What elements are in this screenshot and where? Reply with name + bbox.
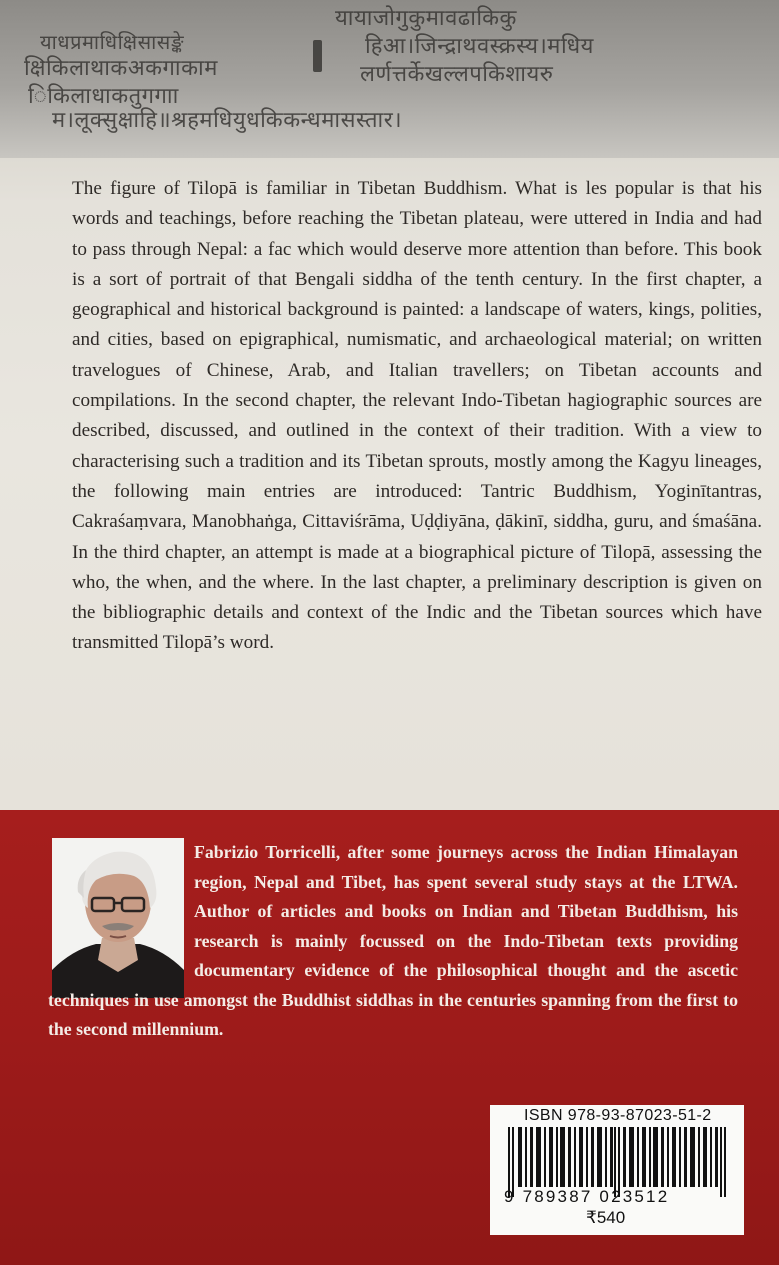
manuscript-line: याधप्रमाधिक्षिसासङ्के: [40, 30, 184, 54]
manuscript-line: लर्णत्तर्केखल्लपकिशायरु: [360, 62, 554, 87]
barcode-panel: [490, 1105, 744, 1235]
manuscript-strip: [0, 0, 779, 158]
author-bio-block: [48, 838, 738, 1045]
manuscript-line: िकिलाधाकतुगगाा: [28, 84, 179, 109]
manuscript-line: यायाजोगुकुमावढाकिकु: [335, 6, 517, 31]
manuscript-line: हिआ।जिन्द्राथवस्क्रस्य।मधिय: [365, 34, 594, 59]
author-bio-text: Fabrizio Torricelli, after some journeys across the Indian Himalayan region, Nepal and Tibet, has spent several study stays at the LTWA. Author of articles and books on Indian and Tibetan Buddhism, his research is mainly focussed on the Indo-Tibetan texts providing documentary evidence of the philosophical thought and the ascetic techniques in use amongst the Buddhist siddhas in the centuries spanning from the first to the second millennium.: [48, 842, 738, 1039]
barcode-digits: 9 789387 023512: [504, 1187, 670, 1206]
photo-spacer: [48, 838, 194, 984]
manuscript-line: क्षिकिलाथाकअकगाकाम: [24, 56, 218, 81]
manuscript-line: म।लूक्सुक्षाहि॥श्रहमधियुधकिकन्धमासस्तार।: [52, 108, 403, 133]
manuscript-danda-mark: [313, 40, 322, 72]
book-description: The figure of Tilopā is familiar in Tibetan Buddhism. What is les popular is that his words and teachings, before reaching the Tibetan plateau, were uttered in India and had to pass through Nepal: a fac which would deserve more attention than before. This book is a sort of portrait of that Bengali siddha of the tenth century. In the first chapter, a geographical and historical background is painted: a landscape of waters, kings, polities, and cities, based on epigraphical, numismatic, and archaeological material; on written travelogues of Chinese, Arab, and Italian travellers; on Tibetan accounts and compilations. In the second chapter, the relevant Indo-Tibetan hagiographic sources are described, discussed, and outlined in the context of their tradition. With a view to characterising such a tradition and its Tibetan sprouts, mostly among the Kagyu lineages, the following main entries are introduced: Tantric Buddhism, Yoginītantras, Cakraśaṃvara, Manobhaṅga, Cittaviśrāma, Uḍḍiyāna, ḍākinī, siddha, guru, and śmaśāna. In the third chapter, an attempt is made at a biographical picture of Tilopā, assessing the who, the when, and the where. In the last chapter, a preliminary description is given on the bibliographic details and context of the Indic and the Tibetan sources which have transmitted Tilopā’s word.: [72, 178, 762, 654]
price-label: ₹540: [586, 1208, 626, 1227]
isbn-label: ISBN 978-93-87023-51-2: [524, 1107, 712, 1124]
